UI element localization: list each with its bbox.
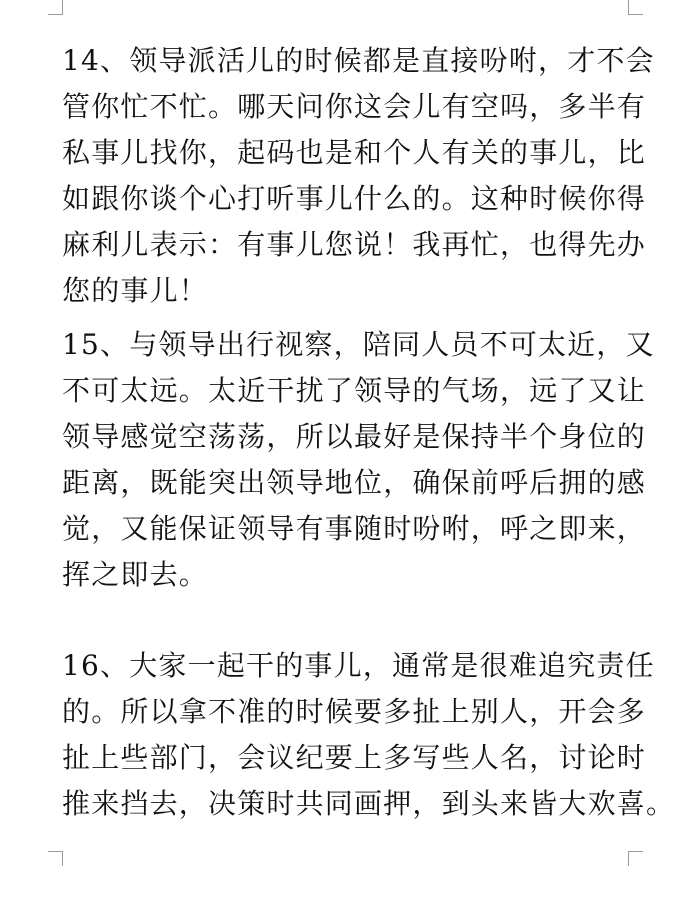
text-line: 推来挡去，决策时共同画押，到头来皆大欢喜。 [62, 787, 676, 820]
page-corner-mark-bottom-right [628, 851, 643, 866]
text-line: 麻利儿表示：有事儿您说！我再忙，也得先办 [62, 228, 647, 261]
text-line: 扯上些部门，会议纪要上多写些人名，讨论时 [62, 741, 647, 774]
text-line: 14、领导派活儿的时候都是直接吩咐，才不会 [62, 44, 655, 77]
text-line: 16、大家一起干的事儿，通常是很难追究责任 [62, 649, 655, 682]
page-corner-mark-top-right [628, 0, 643, 15]
text-line: 距离，既能突出领导地位，确保前呼后拥的感 [62, 466, 647, 499]
text-line: 挥之即去。 [62, 558, 209, 591]
text-line: 管你忙不忙。哪天问你这会儿有空吗，多半有 [62, 90, 647, 123]
text-line: 私事儿找你，起码也是和个人有关的事儿，比 [62, 136, 647, 169]
text-line: 的。所以拿不准的时候要多扯上别人，开会多 [62, 695, 647, 728]
text-line: 领导感觉空荡荡，所以最好是保持半个身位的 [62, 420, 647, 453]
text-line: 15、与领导出行视察，陪同人员不可太近，又 [62, 328, 655, 361]
page-corner-mark-bottom-left [48, 851, 63, 866]
text-line: 如跟你谈个心打听事儿什么的。这种时候你得 [62, 182, 647, 215]
text-line: 您的事儿！ [62, 274, 209, 307]
paragraph-14 [62, 38, 655, 314]
paragraph-15 [62, 322, 655, 598]
page-corner-mark-top-left [48, 0, 63, 15]
paragraph-16 [62, 643, 676, 827]
text-line: 不可太远。太近干扰了领导的气场，远了又让 [62, 374, 647, 407]
text-line: 觉，又能保证领导有事随时吩咐，呼之即来， [62, 512, 647, 545]
